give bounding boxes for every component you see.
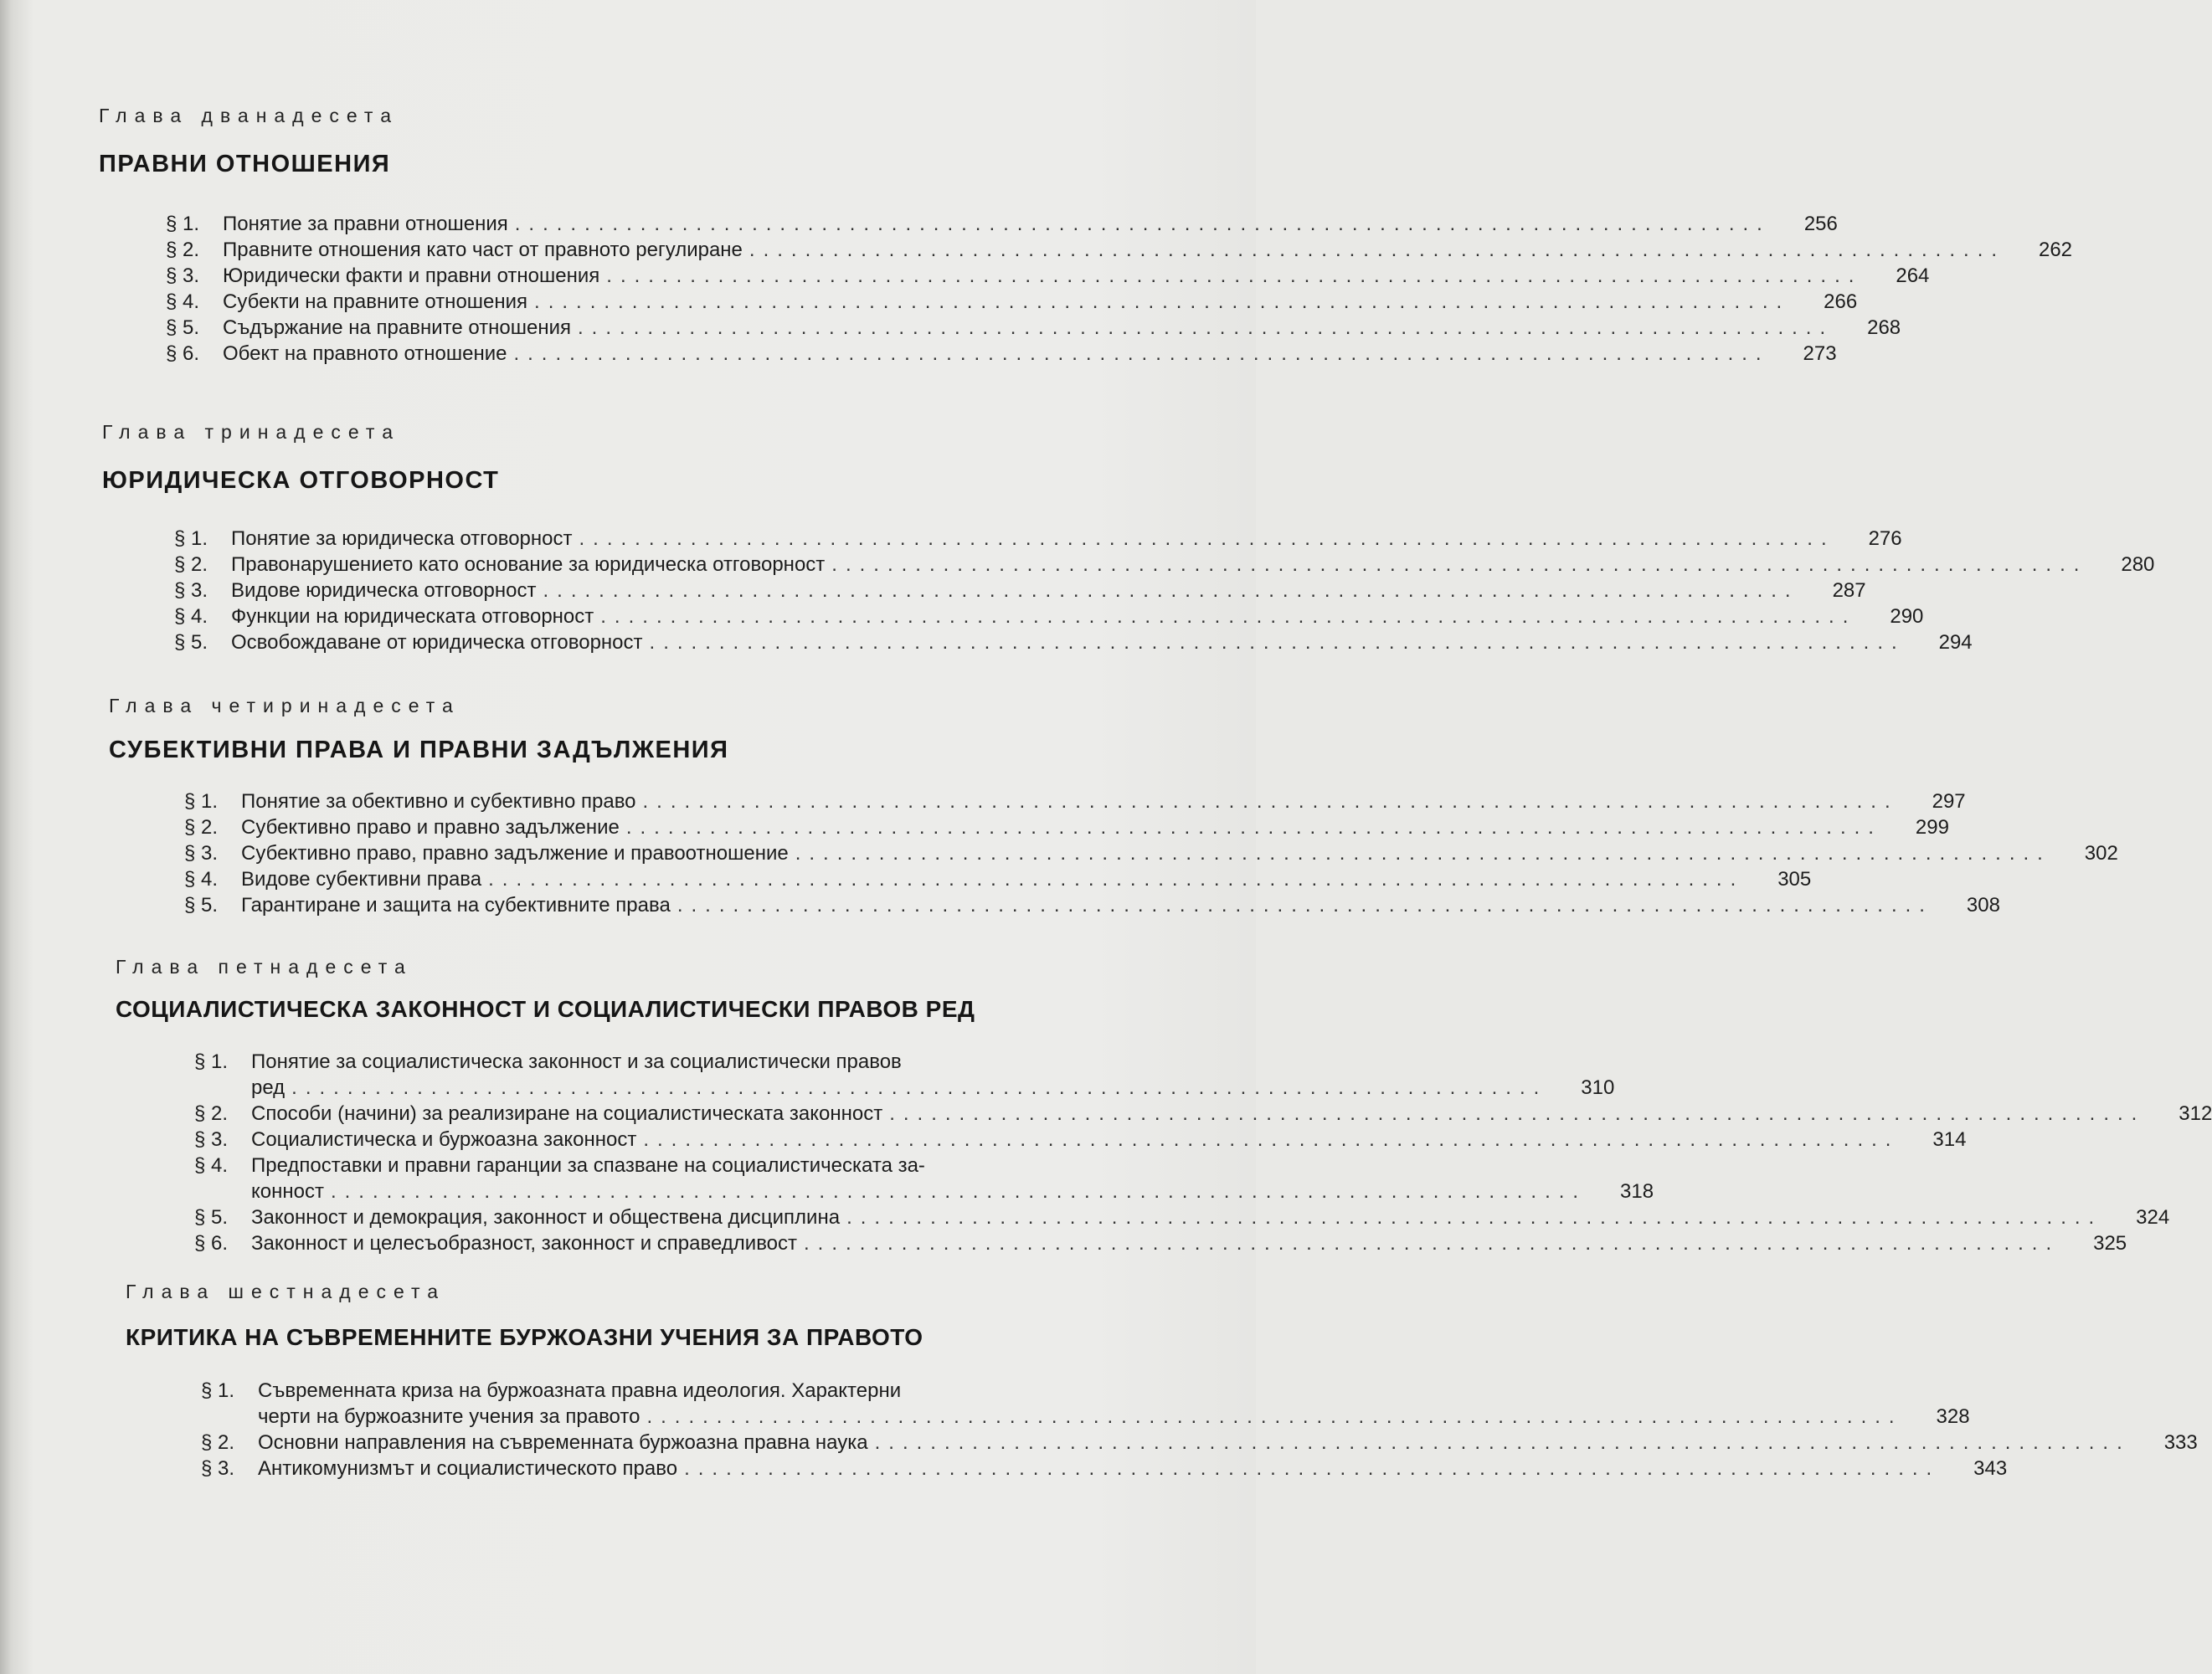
page-number: 343: [1973, 1457, 2008, 1480]
page-number: 333: [2163, 1431, 2198, 1454]
page-number: 314: [1932, 1128, 1967, 1151]
section-title: Правонарушението като основание за юридическа отговорност: [231, 553, 826, 576]
page-number: 262: [2038, 239, 2073, 261]
toc-entry[interactable]: [174, 552, 2155, 578]
page-number: 324: [2136, 1206, 2170, 1229]
leader-dots: ..........................................................................................: [488, 868, 1745, 891]
leader-dots: ..........................................................................................: [330, 1180, 1587, 1203]
chapter-title: ПРАВНИ ОТНОШЕНИЯ: [99, 151, 391, 177]
section-number: § 3.: [201, 1457, 235, 1480]
section-number: § 5.: [194, 1206, 229, 1229]
section-title: Способи (начини) за реализиране на социалистическата законност: [251, 1102, 883, 1125]
toc-entry[interactable]: [194, 1230, 2127, 1256]
leader-dots: ..........................................................................................: [625, 816, 1882, 839]
section-number: § 4.: [174, 605, 208, 628]
section-title: Субекти на правните отношения: [223, 290, 528, 313]
section-number: § 2.: [194, 1102, 229, 1125]
page-number: 297: [1932, 790, 1966, 813]
page-number: 266: [1824, 290, 1858, 313]
section-number: § 1.: [201, 1379, 235, 1402]
leader-dots: ..........................................................................................: [889, 1102, 2146, 1125]
section-number: § 2.: [166, 239, 200, 261]
page-number: 280: [2121, 553, 2155, 576]
page-number: 268: [1867, 316, 1901, 339]
section-number: § 1.: [184, 790, 219, 813]
toc-entries: [201, 1378, 2198, 1481]
leader-dots: ..........................................................................................: [804, 1232, 2060, 1255]
leader-dots: ..........................................................................................: [795, 842, 2051, 865]
toc-entry[interactable]: [184, 892, 2000, 918]
section-title: Гарантиране и защита на субективните права: [241, 894, 671, 917]
leader-dots: ..........................................................................................: [874, 1431, 2131, 1454]
chapter-title: СОЦИАЛИСТИЧЕСКА ЗАКОННОСТ И СОЦИАЛИСТИЧЕСКИ ПРАВОВ РЕД: [116, 996, 975, 1022]
leader-dots: ..........................................................................................: [676, 894, 1933, 917]
toc-entry[interactable]: [166, 289, 1858, 315]
page-number: 264: [1896, 264, 1930, 287]
section-number: § 1.: [166, 213, 200, 235]
section-title: Освобождаване от юридическа отговорност: [231, 631, 643, 654]
toc-entry[interactable]: [184, 814, 1949, 840]
section-number: § 3.: [174, 579, 208, 602]
section-number: § 5.: [174, 631, 208, 654]
section-title: Основни направления на съвременната буржоазна правна наука: [258, 1431, 868, 1454]
section-number: § 4.: [166, 290, 200, 313]
section-number: § 3.: [184, 842, 219, 865]
leader-dots: ..........................................................................................: [831, 553, 2088, 576]
section-title: Съдържание на правните отношения: [223, 316, 572, 339]
section-title: Видове юридическа отговорност: [231, 579, 537, 602]
chapter-label: Глава петнадесета: [116, 956, 413, 978]
section-number: § 2.: [184, 816, 219, 839]
section-number: § 3.: [166, 264, 200, 287]
toc-entries: [184, 788, 2118, 918]
leader-dots: ..........................................................................................: [649, 631, 1906, 654]
page-number: 328: [1936, 1405, 1970, 1428]
toc-entry[interactable]: [194, 1101, 2212, 1127]
section-title: Законност и целесъобразност, законност и справедливост: [251, 1232, 798, 1255]
leader-dots: ..........................................................................................: [579, 527, 1835, 550]
section-number: § 5.: [184, 894, 219, 917]
toc-entry[interactable]: [174, 629, 1973, 655]
page-number: 305: [1777, 868, 1812, 891]
toc-entry[interactable]: [201, 1430, 2198, 1456]
section-title-continued: ред: [251, 1076, 286, 1099]
section-title: Законност и демокрация, законност и обществена дисциплина: [251, 1206, 841, 1229]
toc-entry[interactable]: [166, 211, 1838, 237]
page-number: 294: [1938, 631, 1973, 654]
section-number: § 4.: [194, 1154, 229, 1177]
toc-entry[interactable]: [184, 840, 2118, 866]
section-number: § 1.: [194, 1050, 229, 1073]
section-title: Видове субективни права: [241, 868, 482, 891]
page-number: 318: [1620, 1180, 1654, 1203]
chapter-title: ЮРИДИЧЕСКА ОТГОВОРНОСТ: [102, 467, 500, 494]
leader-dots: ..........................................................................................: [646, 1405, 1903, 1428]
page-number: 299: [1915, 816, 1949, 839]
chapter-label: Глава дванадесета: [99, 105, 399, 126]
toc-entries: [174, 526, 2155, 655]
page-number: 273: [1803, 342, 1837, 365]
toc-entry[interactable]: [174, 526, 1902, 552]
toc-entry[interactable]: [184, 866, 1812, 892]
section-number: § 2.: [201, 1431, 235, 1454]
leader-dots: ..........................................................................................: [748, 239, 2006, 261]
toc-entry[interactable]: [174, 578, 1866, 603]
leader-dots: ..........................................................................................: [606, 264, 1863, 287]
section-title: Субективно право и правно задължение: [241, 816, 620, 839]
chapter-title: СУБЕКТИВНИ ПРАВА И ПРАВНИ ЗАДЪЛЖЕНИЯ: [109, 737, 729, 763]
toc-entry[interactable]: [194, 1153, 1654, 1204]
section-title: Антикомунизмът и социалистическото право: [258, 1457, 678, 1480]
toc-entries: [194, 1049, 2212, 1256]
section-number: § 3.: [194, 1128, 229, 1151]
toc-entry[interactable]: [166, 315, 1901, 341]
page-number: 310: [1581, 1076, 1615, 1099]
page-number: 308: [1966, 894, 2000, 917]
leader-dots: ..........................................................................................: [543, 579, 1799, 602]
leader-dots: ..........................................................................................: [600, 605, 1857, 628]
page-number: 276: [1868, 527, 1902, 550]
section-title: Понятие за социалистическа законност и за социалистически правов: [251, 1050, 902, 1073]
page-number: 325: [2093, 1232, 2127, 1255]
section-title: Предпоставки и правни гаранции за спазване на социалистическата за-: [251, 1154, 925, 1177]
leader-dots: ..........................................................................................: [291, 1076, 1548, 1099]
leader-dots: ..........................................................................................: [578, 316, 1834, 339]
chapter-label: Глава тринадесета: [102, 421, 400, 443]
section-title: Съвременната криза на буржоазната правна идеология. Характерни: [258, 1379, 902, 1402]
page-number: 302: [2084, 842, 2118, 865]
toc-entry[interactable]: [194, 1127, 1967, 1153]
section-number: § 6.: [194, 1232, 229, 1255]
leader-dots: ..........................................................................................: [846, 1206, 2103, 1229]
section-number: § 1.: [174, 527, 208, 550]
section-number: § 4.: [184, 868, 219, 891]
leader-dots: ..........................................................................................: [514, 213, 1771, 235]
toc-entry[interactable]: [201, 1456, 2008, 1481]
section-number: § 2.: [174, 553, 208, 576]
section-title: Функции на юридическата отговорност: [231, 605, 594, 628]
page-number: 256: [1803, 213, 1838, 235]
leader-dots: ..........................................................................................: [513, 342, 1770, 365]
page-number: 312: [2179, 1102, 2212, 1125]
page-number: 287: [1832, 579, 1866, 602]
section-title: Субективно право, правно задължение и правоотношение: [241, 842, 789, 865]
section-title: Понятие за обективно и субективно право: [241, 790, 636, 813]
chapter-label: Глава шестнадесета: [126, 1281, 446, 1302]
section-title: Юридически факти и правни отношения: [223, 264, 600, 287]
toc-entry[interactable]: [194, 1049, 1615, 1101]
section-title: Правните отношения като част от правното регулиране: [223, 239, 743, 261]
leader-dots: ..........................................................................................: [534, 290, 1791, 313]
chapter-label: Глава четиринадесета: [109, 695, 460, 716]
toc-entries: [166, 211, 2073, 367]
toc-entry[interactable]: [174, 603, 1924, 629]
toc-entry[interactable]: [194, 1204, 2170, 1230]
section-number: § 6.: [166, 342, 200, 365]
leader-dots: ..........................................................................................: [642, 790, 1899, 813]
toc-entry[interactable]: [166, 263, 1930, 289]
section-title: Понятие за юридическа отговорност: [231, 527, 573, 550]
toc-entry[interactable]: [201, 1378, 1970, 1430]
toc-entry[interactable]: [166, 341, 1837, 367]
section-title-continued: черти на буржоазните учения за правото: [258, 1405, 640, 1428]
toc-entry[interactable]: [184, 788, 1966, 814]
chapter-title: КРИТИКА НА СЪВРЕМЕННИТЕ БУРЖОАЗНИ УЧЕНИЯ ЗА ПРАВОТО: [126, 1324, 923, 1350]
section-title: Социалистическа и буржоазна законност: [251, 1128, 637, 1151]
leader-dots: ..........................................................................................: [684, 1457, 1941, 1480]
section-title: Обект на правното отношение: [223, 342, 507, 365]
toc-entry[interactable]: [166, 237, 2073, 263]
leader-dots: ..........................................................................................: [643, 1128, 1900, 1151]
section-number: § 5.: [166, 316, 200, 339]
section-title: Понятие за правни отношения: [223, 213, 508, 235]
section-title-continued: конност: [251, 1180, 324, 1203]
page-number: 290: [1890, 605, 1924, 628]
